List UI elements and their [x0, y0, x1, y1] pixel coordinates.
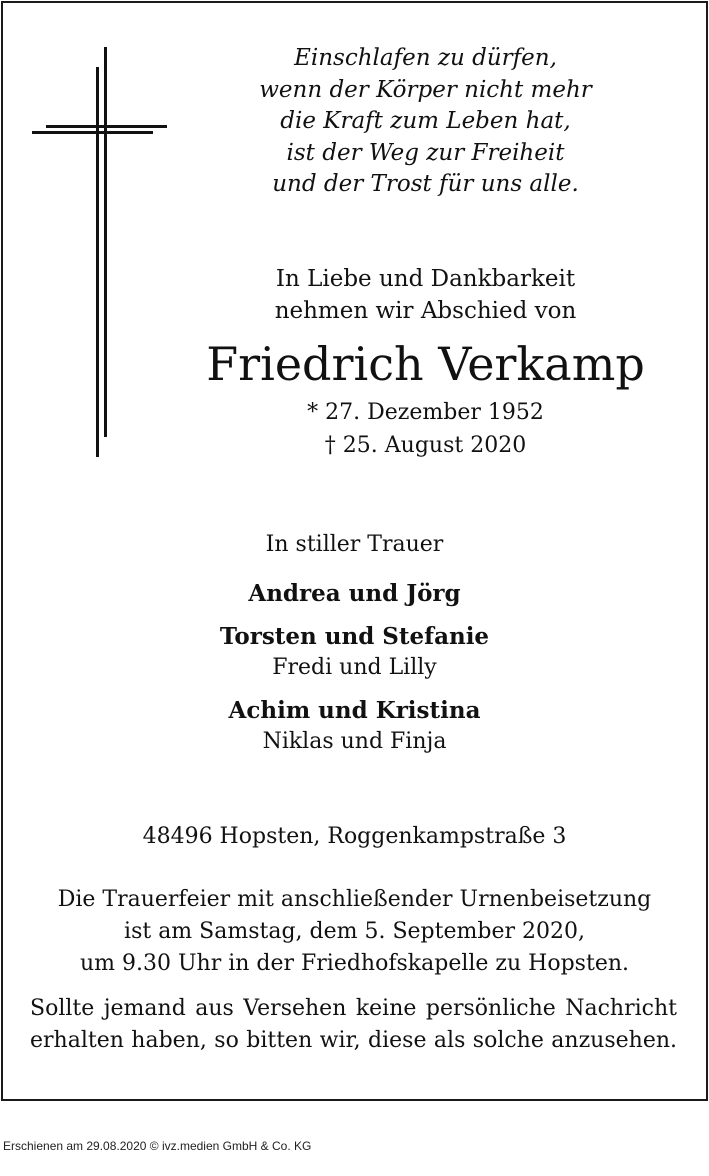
publication-footer: Erschienen am 29.08.2020 © ivz.medien GmbH & Co. KG [3, 1139, 312, 1153]
address: 48496 Hopsten, Roggenkampstraße 3 [142, 824, 567, 849]
intro-line: nehmen wir Abschied von [274, 298, 577, 324]
poem-line: und der Trost für uns alle. [272, 171, 579, 197]
poem-line: die Kraft zum Leben hat, [280, 108, 571, 134]
ceremony-line: Die Trauerfeier mit anschließender Urnenbeisetzung [57, 887, 652, 912]
intro-line: In Liebe und Dankbarkeit [275, 266, 576, 292]
family-names: Torsten und Stefanie [219, 623, 490, 650]
family-names: Andrea und Jörg [248, 580, 461, 607]
deceased-name: Friedrich Verkamp [206, 337, 645, 391]
death-date: † 25. August 2020 [324, 433, 527, 458]
birth-date: * 27. Dezember 1952 [307, 400, 544, 425]
poem-line: Einschlafen zu dürfen, [294, 45, 557, 71]
ceremony-line: um 9.30 Uhr in der Friedhofskapelle zu Hopsten. [79, 951, 629, 976]
notice-line: Sollte jemand aus Versehen keine persönliche Nachricht [30, 996, 677, 1021]
poem-line: ist der Weg zur Freiheit [286, 140, 565, 166]
family-children: Fredi und Lilly [272, 655, 437, 680]
notice-line: erhalten haben, so bitten wir, diese als solche anzusehen. [30, 1028, 677, 1053]
mourning-heading: In stiller Trauer [265, 532, 444, 557]
family-children: Niklas und Finja [262, 729, 447, 754]
poem-line: wenn der Körper nicht mehr [259, 77, 592, 103]
ceremony-line: ist am Samstag, dem 5. September 2020, [124, 919, 585, 944]
family-names: Achim und Kristina [228, 697, 481, 724]
